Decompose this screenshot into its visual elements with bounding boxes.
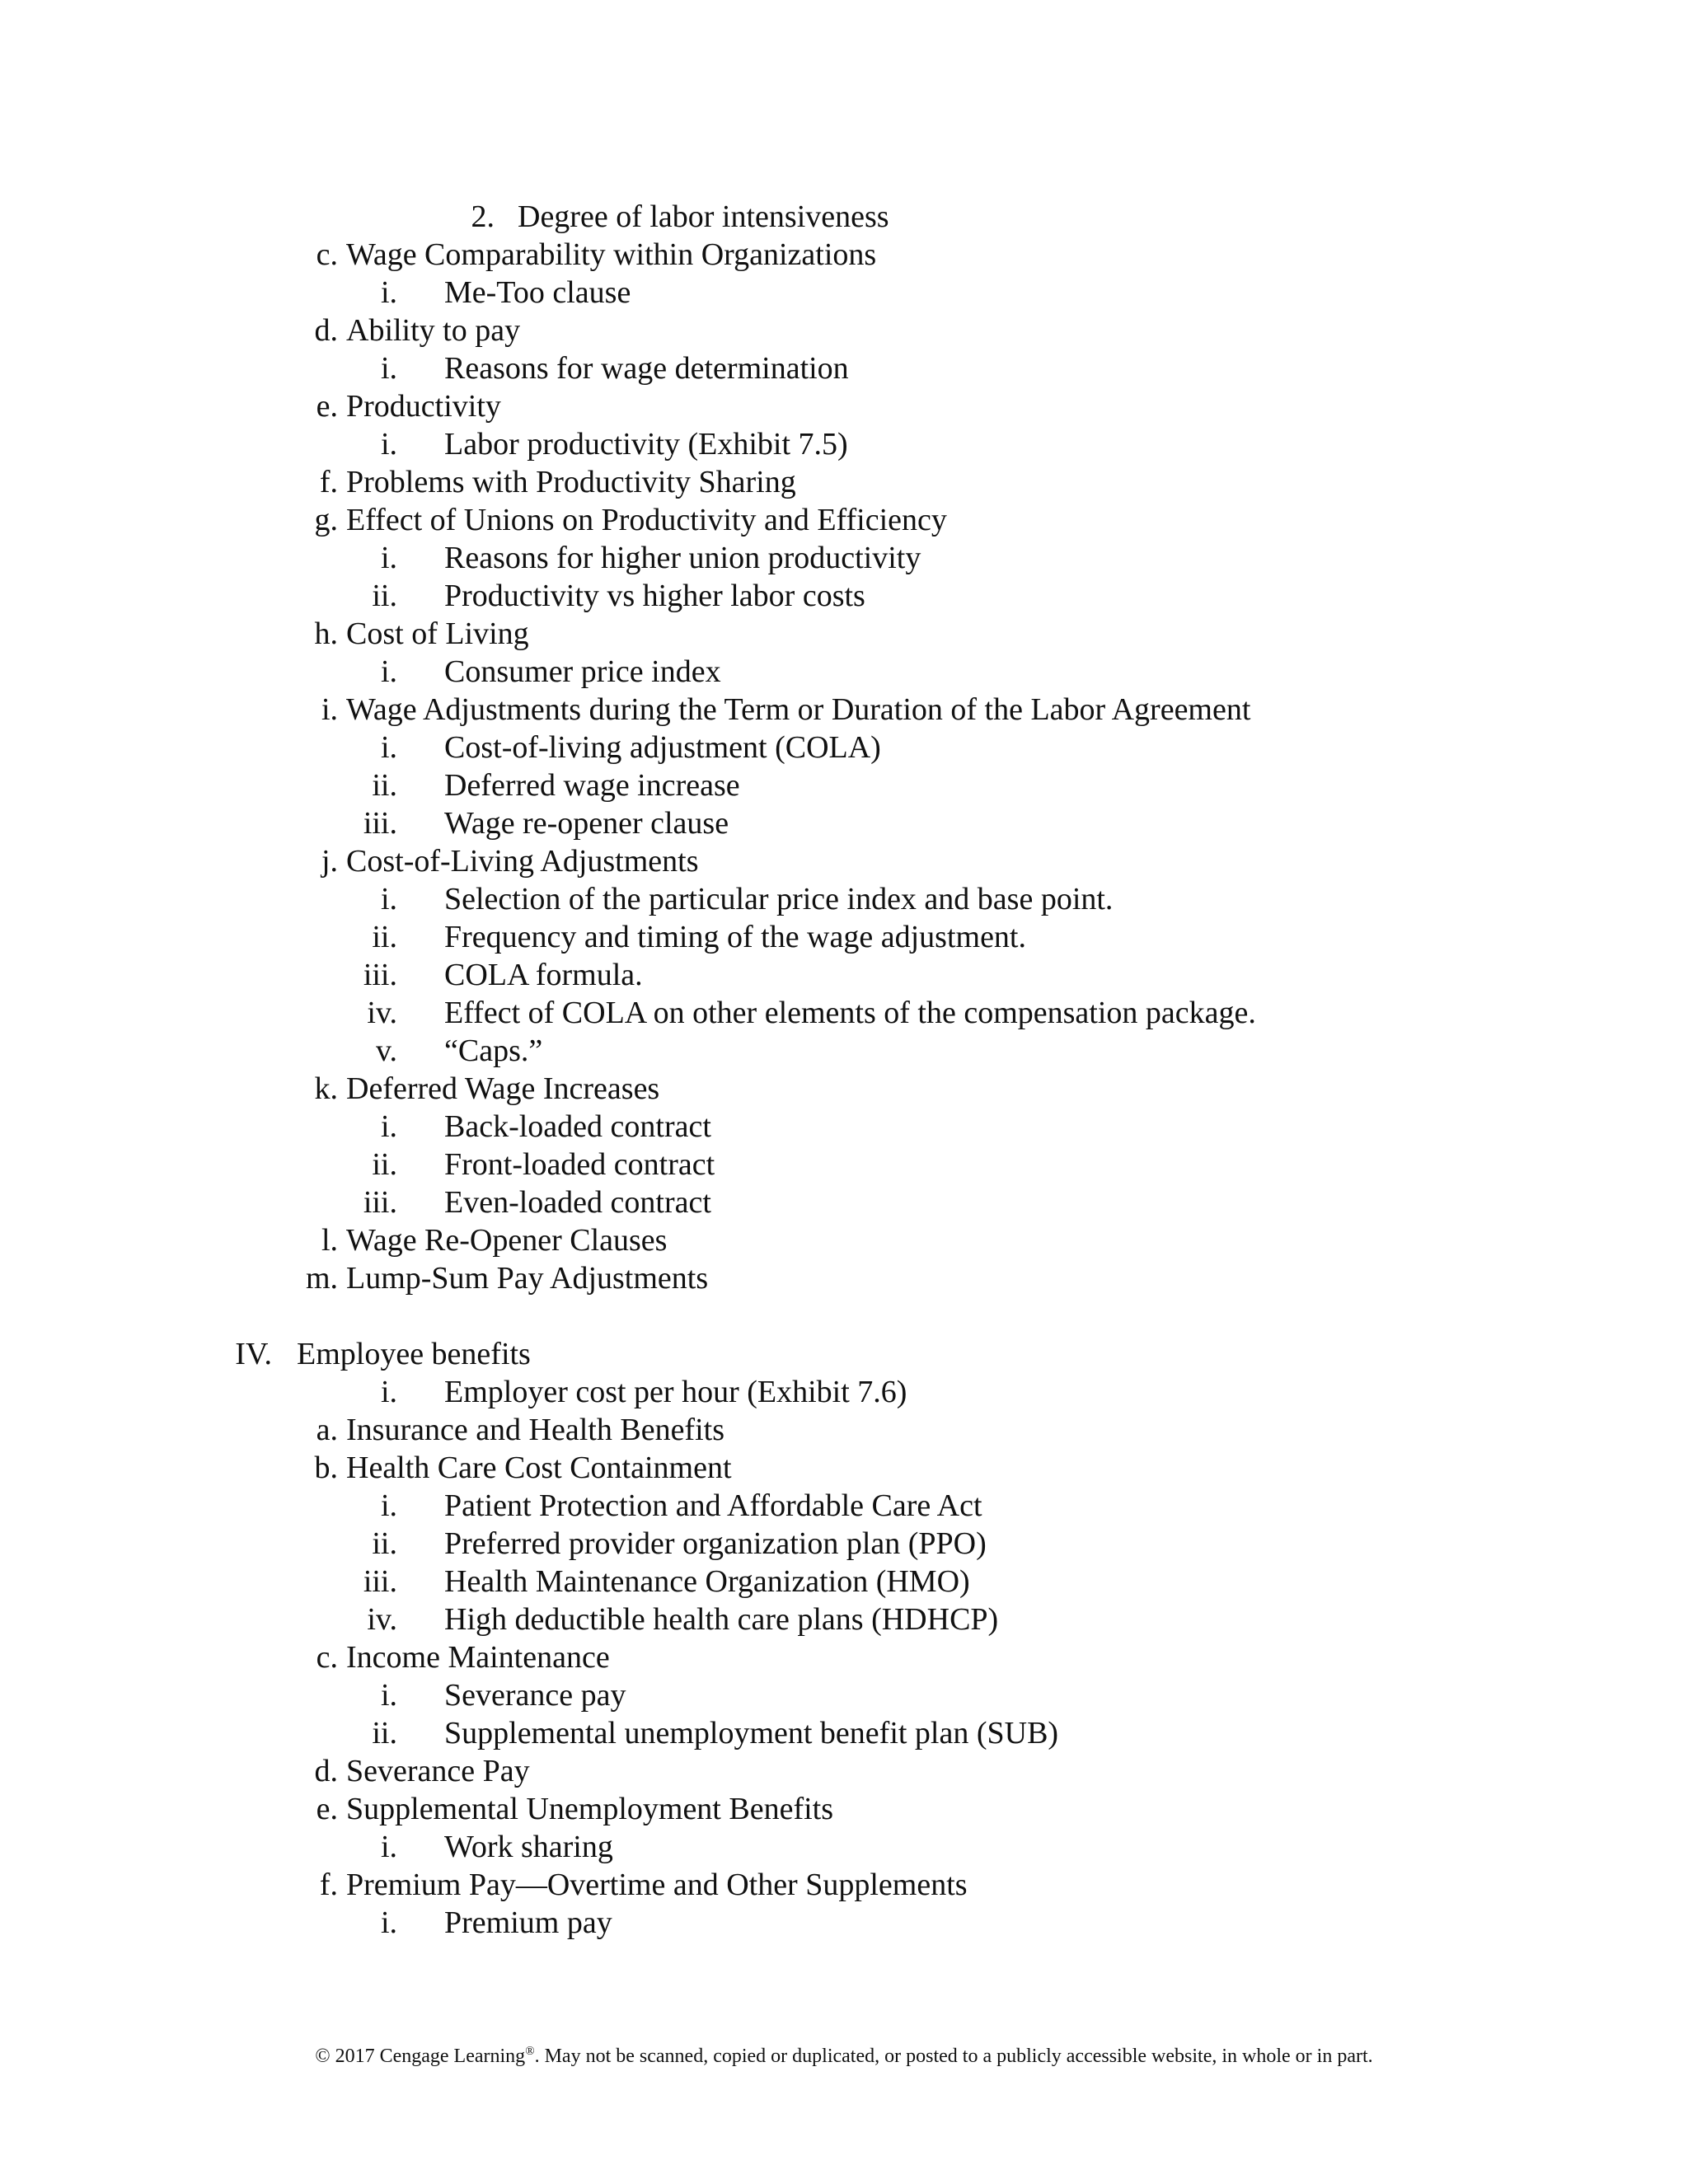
outline-item-roman <box>0 1487 1688 1525</box>
outline-item-roman <box>0 994 1688 1032</box>
outline-text: Wage re-opener clause <box>444 806 729 841</box>
outline-marker: ii. <box>372 768 397 803</box>
footer-prefix: © 2017 Cengage Learning <box>315 2046 526 2067</box>
outline-marker: j. <box>321 844 338 879</box>
outline-item-num <box>0 198 1688 236</box>
outline-item-roman <box>0 349 1688 387</box>
outline-item-roman <box>0 1828 1688 1866</box>
outline-item-roman <box>0 1601 1688 1638</box>
outline-marker: a. <box>316 1413 338 1447</box>
outline-item-roman <box>0 956 1688 994</box>
outline-marker: i. <box>380 1905 397 1940</box>
outline-item-roman <box>0 1676 1688 1714</box>
outline-text: Frequency and timing of the wage adjustment. <box>444 920 1026 954</box>
outline-marker: c. <box>316 1640 338 1675</box>
outline-marker: iii. <box>363 958 397 992</box>
outline-text: Health Care Cost Containment <box>346 1451 732 1485</box>
outline-text: Ability to pay <box>346 313 521 348</box>
outline-text: Work sharing <box>444 1830 613 1864</box>
outline-marker: 2. <box>471 199 495 234</box>
outline-item-roman <box>0 1904 1688 1942</box>
outline-text: Preferred provider organization plan (PPO) <box>444 1526 987 1561</box>
outline-item-alpha <box>0 691 1688 729</box>
outline-item-alpha <box>0 1411 1688 1449</box>
outline-text: “Caps.” <box>444 1033 543 1068</box>
outline-marker: i. <box>321 692 338 727</box>
outline-item-alpha <box>0 1070 1688 1108</box>
outline-text: Labor productivity (Exhibit 7.5) <box>444 427 848 462</box>
outline-text: Premium Pay—Overtime and Other Supplements <box>346 1868 968 1902</box>
outline-item-roman <box>0 1373 1688 1411</box>
outline-text: Supplemental unemployment benefit plan (SUB) <box>444 1716 1059 1750</box>
outline-item-alpha <box>0 615 1688 653</box>
outline-text: Health Maintenance Organization (HMO) <box>444 1564 970 1599</box>
outline-text: Effect of COLA on other elements of the compensation package. <box>444 996 1256 1030</box>
outline-marker: k. <box>314 1071 338 1106</box>
outline-marker: h. <box>314 616 338 651</box>
outline-marker: i. <box>380 730 397 765</box>
outline-marker: i. <box>380 1830 397 1864</box>
outline-item-alpha <box>0 1449 1688 1487</box>
outline-marker: e. <box>316 389 338 424</box>
outline-item-alpha <box>0 236 1688 274</box>
outline-item-roman <box>0 577 1688 615</box>
outline-text: Cost of Living <box>346 616 529 651</box>
outline-item-alpha <box>0 1752 1688 1790</box>
outline-item-alpha <box>0 387 1688 425</box>
outline-marker: i. <box>380 1375 397 1409</box>
outline-item-roman <box>0 1108 1688 1146</box>
outline-text: Employer cost per hour (Exhibit 7.6) <box>444 1375 907 1409</box>
outline-marker: iii. <box>363 806 397 841</box>
outline-text: Effect of Unions on Productivity and Efficiency <box>346 503 947 537</box>
outline-text: Deferred wage increase <box>444 768 740 803</box>
outline-text: Insurance and Health Benefits <box>346 1413 724 1447</box>
outline-item-roman <box>0 653 1688 691</box>
outline-item-alpha <box>0 1221 1688 1259</box>
registered-mark: ® <box>525 2045 535 2058</box>
outline-marker: iv. <box>367 996 397 1030</box>
outline-marker: v. <box>375 1033 397 1068</box>
outline-text: Severance pay <box>444 1678 626 1713</box>
outline-marker: c. <box>316 237 338 272</box>
outline-marker: l. <box>321 1223 338 1258</box>
outline-marker: f. <box>319 465 338 499</box>
outline-text: Consumer price index <box>444 654 721 689</box>
outline-item-roman <box>0 274 1688 312</box>
outline-text: Problems with Productivity Sharing <box>346 465 796 499</box>
outline-text: High deductible health care plans (HDHCP) <box>444 1602 999 1637</box>
outline-marker: ii. <box>372 1716 397 1750</box>
copyright-footer <box>0 2044 1688 2069</box>
outline-text: Reasons for wage determination <box>444 351 849 386</box>
outline-marker: g. <box>314 503 338 537</box>
outline-item-roman <box>0 1563 1688 1601</box>
footer-suffix: . May not be scanned, copied or duplicated, or posted to a publicly accessible website, in whole or in part. <box>534 2046 1373 2067</box>
outline-item-roman <box>0 729 1688 766</box>
outline-marker: i. <box>380 275 397 310</box>
outline-text: Cost-of-Living Adjustments <box>346 844 699 879</box>
outline-marker: d. <box>314 313 338 348</box>
outline-item-roman <box>0 918 1688 956</box>
outline-marker: ii. <box>372 1147 397 1182</box>
outline-item-roman <box>0 539 1688 577</box>
outline-marker: f. <box>319 1868 338 1902</box>
outline-text: Premium pay <box>444 1905 612 1940</box>
outline-text: Reasons for higher union productivity <box>444 541 921 575</box>
outline-marker: d. <box>314 1754 338 1788</box>
outline-text: Me-Too clause <box>444 275 631 310</box>
outline-item-alpha <box>0 501 1688 539</box>
outline-marker: i. <box>380 1678 397 1713</box>
outline-text: Wage Adjustments during the Term or Duration of the Labor Agreement <box>346 692 1251 727</box>
outline-marker: ii. <box>372 1526 397 1561</box>
outline-item-alpha <box>0 1790 1688 1828</box>
outline-marker: ii. <box>372 579 397 613</box>
outline-marker: i. <box>380 427 397 462</box>
section-spacer <box>0 1297 1688 1335</box>
outline-text: Employee benefits <box>297 1337 531 1371</box>
outline-item-alpha <box>0 1638 1688 1676</box>
outline-marker: e. <box>316 1792 338 1826</box>
outline-text: Wage Comparability within Organizations <box>346 237 877 272</box>
outline-marker: i. <box>380 1488 397 1523</box>
outline-item-roman <box>0 880 1688 918</box>
outline-item-roman <box>0 1146 1688 1183</box>
outline-marker: IV. <box>235 1337 272 1371</box>
outline-marker: m. <box>305 1261 338 1296</box>
outline-marker: iii. <box>363 1185 397 1220</box>
outline-item-roman <box>0 804 1688 842</box>
outline-marker: iii. <box>363 1564 397 1599</box>
outline-item-roman <box>0 766 1688 804</box>
outline-text: Income Maintenance <box>346 1640 610 1675</box>
outline-text: Degree of labor intensiveness <box>518 199 889 234</box>
outline-item-section <box>0 1335 1688 1373</box>
outline-text: Supplemental Unemployment Benefits <box>346 1792 834 1826</box>
outline-text: Lump-Sum Pay Adjustments <box>346 1261 709 1296</box>
outline-marker: i. <box>380 1109 397 1144</box>
outline-text: COLA formula. <box>444 958 643 992</box>
outline-text: Wage Re-Opener Clauses <box>346 1223 668 1258</box>
outline-marker: i. <box>380 351 397 386</box>
outline-text: Deferred Wage Increases <box>346 1071 660 1106</box>
outline-marker: iv. <box>367 1602 397 1637</box>
outline-list <box>0 198 1688 1942</box>
outline-item-alpha <box>0 1866 1688 1904</box>
outline-item-alpha <box>0 463 1688 501</box>
outline-item-roman <box>0 1525 1688 1563</box>
outline-item-roman <box>0 425 1688 463</box>
outline-text: Front-loaded contract <box>444 1147 715 1182</box>
outline-item-alpha <box>0 842 1688 880</box>
outline-marker: i. <box>380 882 397 916</box>
outline-text: Productivity <box>346 389 501 424</box>
outline-item-alpha <box>0 1259 1688 1297</box>
outline-item-roman <box>0 1032 1688 1070</box>
outline-marker: i. <box>380 541 397 575</box>
outline-text: Cost-of-living adjustment (COLA) <box>444 730 881 765</box>
outline-text: Productivity vs higher labor costs <box>444 579 865 613</box>
outline-text: Patient Protection and Affordable Care Act <box>444 1488 982 1523</box>
outline-text: Selection of the particular price index and base point. <box>444 882 1114 916</box>
outline-text: Back-loaded contract <box>444 1109 711 1144</box>
outline-text: Even-loaded contract <box>444 1185 711 1220</box>
outline-item-roman <box>0 1714 1688 1752</box>
outline-item-alpha <box>0 312 1688 349</box>
outline-item-roman <box>0 1183 1688 1221</box>
outline-marker: i. <box>380 654 397 689</box>
outline-text: Severance Pay <box>346 1754 530 1788</box>
outline-marker: b. <box>314 1451 338 1485</box>
outline-marker: ii. <box>372 920 397 954</box>
